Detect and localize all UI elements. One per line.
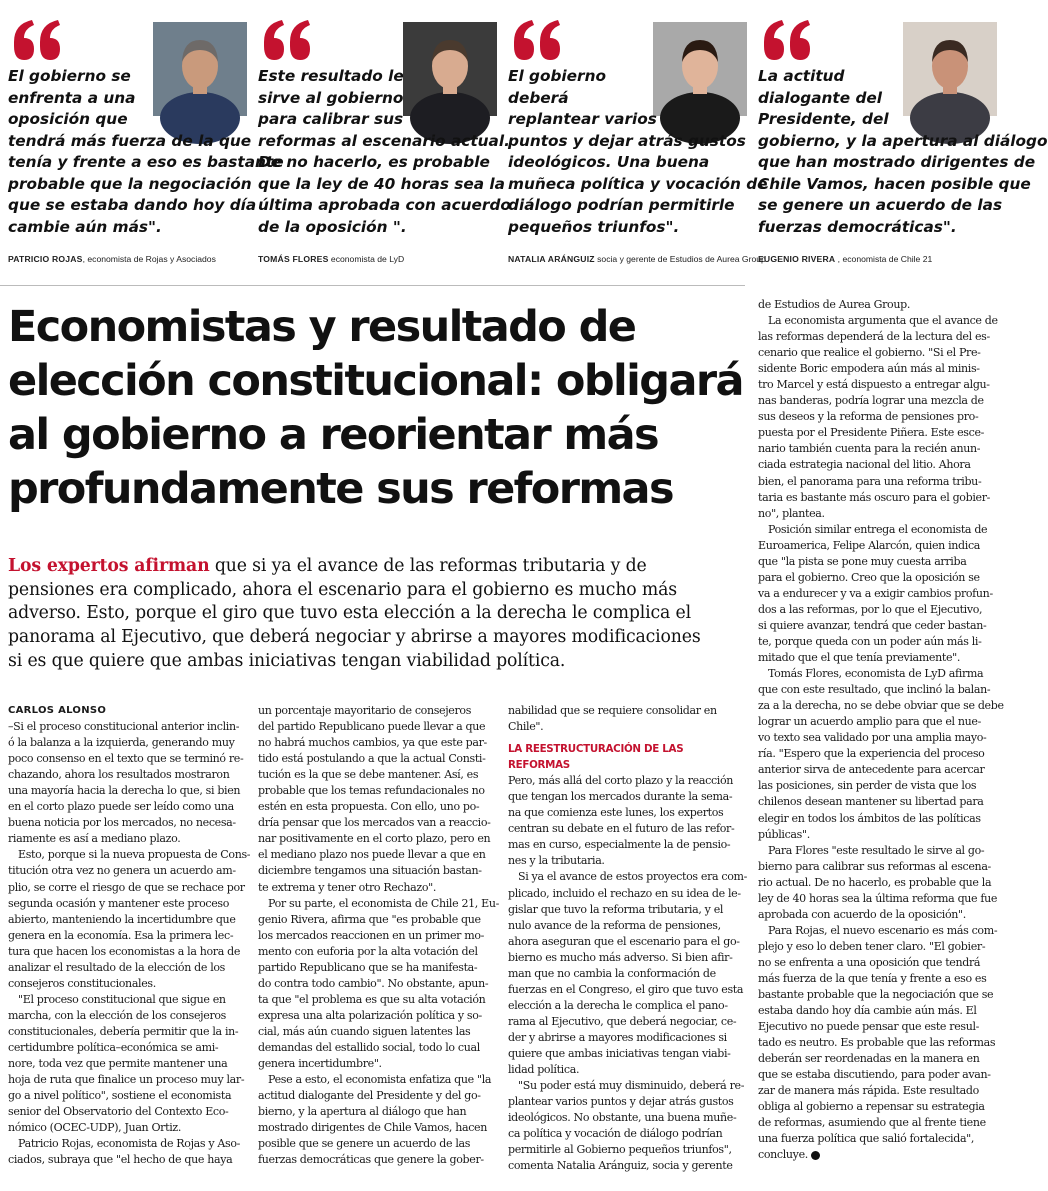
text-line: ciada estrategia nacional del litio. Ahora (758, 458, 971, 472)
text-line: go a nivel político", sostiene el economista (8, 1089, 232, 1103)
text-line: demandas del estallido social, todo lo cual (258, 1040, 480, 1054)
text-line: cenario que realice el gobierno. "Si el Pre- (758, 346, 981, 360)
text-line: Por su parte, el economista de Chile 21, Eu- (268, 896, 499, 910)
text-line: no habrá muchos cambios, ya que este par- (258, 736, 487, 750)
text-line: ciados, subraya que "el hecho de que haya (8, 1153, 233, 1167)
author-name: TOMÁS FLORES (258, 254, 329, 264)
article-column-4 (758, 297, 1004, 1164)
text-line: tura que hacen los economistas a la hora de (8, 944, 241, 958)
quote-author (758, 254, 1003, 264)
text-line: mostrado dirigentes de Chile Vamos, hacen (258, 1121, 487, 1135)
quote-mark-icon (260, 16, 316, 64)
lead-line: pensiones era complicado, ahora el escenario para el gobierno es mucho más (8, 579, 678, 600)
text-line: ría. "Espero que la experiencia del proceso (758, 747, 985, 761)
text-line: Pero, más allá del corto plazo y la reacción (508, 774, 734, 788)
text-line: que "la pista se pone muy cuesta arriba (758, 554, 967, 568)
author-role: socia y gerente de Estudios de Aurea Group (594, 254, 766, 264)
text-line: Pese a esto, el economista enfatiza que "la (268, 1073, 492, 1087)
text-line: chilenos desean mantener su libertad para (758, 795, 984, 809)
headline-line: profundamente sus reformas (8, 464, 673, 514)
quote-line: que han mostrado dirigentes de (758, 153, 1036, 171)
text-line: cial, más aún cuando siguen latentes las (258, 1024, 471, 1038)
headline-line: Economistas y resultado de (8, 302, 636, 352)
author-name: PATRICIO ROJAS (8, 254, 83, 264)
text-line: lidad política. (508, 1063, 580, 1077)
text-line: expresa una alta polarización política y so- (258, 1008, 482, 1022)
text-line: comenta Natalia Aránguiz, socia y gerente (508, 1159, 733, 1173)
text-line: na que comienza este lunes, los expertos (508, 806, 724, 820)
quote-line: deberá (508, 88, 569, 107)
text-line: probable que los temas refundacionales no (258, 784, 485, 798)
text-line: bierno es mucho más adverso. Si bien afir- (508, 950, 733, 964)
text-line: plantear varios puntos y dejar atrás gustos (508, 1095, 734, 1109)
text-line: zar de manera más rápida. Este resultado (758, 1084, 979, 1098)
lead-paragraph (8, 555, 748, 674)
text-line: constitucionales, debería permitir que la in- (8, 1024, 239, 1038)
text-line: Posición similar entrega el economista de (768, 522, 988, 536)
text-line: bastante probable que la negociación que se (758, 988, 994, 1002)
text-line: fuerzas en el Congreso, el giro que tuvo esta (508, 982, 744, 996)
lead-line: panorama al Ejecutivo, que deberá negociar y abrirse a mayores modificaciones (8, 627, 701, 648)
text-line: va a endurecer y va a exigir cambios profun- (758, 586, 993, 600)
text-line: bien, el panorama para una reforma tribu- (758, 474, 982, 488)
text-line: que se estaba discutiendo, para poder avan- (758, 1068, 991, 1082)
text-line: las reformas dependerá de la lectura del es- (758, 330, 990, 344)
text-line: nore, toda vez que permite mantener una (8, 1057, 228, 1071)
text-line: ó la balanza a la izquierda, generando muy (8, 736, 235, 750)
text-line: Euroamerica, Felipe Alarcón, quien indica (758, 538, 981, 552)
quote-line: puntos y dejar atrás gustos (508, 131, 746, 150)
text-line: actitud dialogante del Presidente y del go- (258, 1089, 481, 1103)
text-line: te, porque queda con un poder aún más li- (758, 634, 982, 648)
text-line: chazando, ahora los resultados mostraron (8, 768, 230, 782)
text-line: más fuerza de la que tenía y frente a eso es (758, 971, 987, 985)
text-line: que tengan los mercados durante la sema- (508, 790, 733, 804)
quote-block (758, 0, 1048, 280)
quote-line: reformas al escenario actual. (258, 131, 510, 150)
text-line: analizar el resultado de la elección de los (8, 960, 225, 974)
author-name: NATALIA ARÁNGUIZ (508, 254, 595, 264)
text-line: en el corto plazo puede ser leído como una (8, 800, 234, 814)
text-line: obliga al gobierno a repensar su estrategia (758, 1100, 985, 1114)
text-line: abierto, manteniendo la incertidumbre que (8, 912, 236, 926)
text-line: nabilidad que se requiere consolidar en (508, 704, 717, 717)
quote-line: dialogante del (758, 88, 883, 107)
text-line: nas banderas, podría lograr una mezcla de (758, 394, 984, 408)
text-line: plicado, incluido el rechazo en su idea de le- (508, 886, 741, 900)
lead-kicker: Los expertos afirman (8, 556, 210, 576)
text-line: tución es la que se debe mantener. Así, es (258, 768, 479, 782)
text-line: no se enfrenta a una oposición que tendrá (758, 955, 981, 969)
text-line: sidente Boric empodera aún más al minis- (758, 362, 980, 376)
text-line: rama al Ejecutivo, que deberá negociar, ce- (508, 1014, 737, 1028)
quote-line: replantear varios (508, 110, 657, 128)
text-line: concluye. (758, 1147, 996, 1163)
text-line: si quiere avanzar, tendrá que ceder bastan- (758, 618, 987, 632)
text-line: anterior sirva de antecedente para acercar (758, 763, 985, 777)
text-line: dría pensar que los mercados van a reaccio- (258, 816, 491, 830)
text-line: mas en curso, especialmente la de pensio- (508, 838, 731, 852)
text-line: estaba dando hoy día cambie aún más. El (758, 1004, 977, 1018)
text-line: quiere que ambas iniciativas tengan viabi- (508, 1046, 731, 1060)
text-line: te extrema y tener otro Rechazo". (258, 880, 437, 894)
quote-author (508, 254, 766, 264)
text-line: lograr un acuerdo amplio para que el nue- (758, 715, 981, 729)
article-column-2 (258, 703, 499, 1168)
text-line: Para Flores "este resultado le sirve al go- (768, 843, 985, 857)
byline: CARLOS ALONSO (8, 705, 107, 716)
author-role: economista de LyD (328, 254, 405, 264)
quote-line: probable que la negociación (8, 174, 252, 193)
article-column-3 (508, 703, 746, 1174)
text-line: segunda ocasión y mantener este proceso (8, 896, 230, 910)
text-line: Ejecutivo no puede pensar que este resul- (758, 1020, 980, 1034)
text-line: La economista argumenta que el avance de (768, 314, 998, 328)
quote-line: oposición que (8, 110, 128, 128)
quote-line: se genere un acuerdo de las (758, 196, 1003, 214)
quote-author (8, 254, 253, 264)
end-mark-icon (811, 1151, 820, 1160)
text-line: buena noticia por los mercados, no necesa- (8, 816, 236, 830)
quote-line: fuerzas democráticas". (758, 217, 957, 236)
text-line: del partido Republicano puede llevar a que (258, 720, 486, 734)
text-line: der y abrirse a mayores modificaciones si (508, 1030, 727, 1044)
text-line: diciembre tengamos una situación bastan- (258, 864, 482, 878)
quote-line: Este resultado le (258, 67, 404, 85)
lead-text: que si ya el avance de las reformas tributaria y de (209, 556, 647, 576)
author-role: , economista de Chile 21 (835, 254, 933, 264)
lead-line: si es que quiere que ambas iniciativas tengan viabilidad política. (8, 650, 566, 671)
quote-line: que se estaba dando hoy día (8, 196, 257, 214)
text-line: bierno, y la apertura al diálogo que han (258, 1105, 467, 1119)
text-line: para el gobierno. Creo que la oposición se (758, 570, 980, 584)
text-line: gislar que tuvo la reforma tributaria, y el (508, 902, 724, 916)
text-line: Chile". (508, 720, 544, 734)
text-line: "El proceso constitucional que sigue en (18, 992, 226, 1006)
quote-block (508, 0, 768, 280)
text-line: genera en la economía. Esa la primera lec- (8, 928, 234, 942)
quote-text (8, 66, 284, 238)
quote-text (258, 66, 511, 238)
quote-line: Presidente, del (758, 110, 889, 128)
quote-text (508, 66, 768, 238)
text-line: que con este resultado, que inclinó la balan- (758, 683, 991, 697)
quote-line: El gobierno (508, 67, 606, 85)
text-line: el mediano plazo nos puede llevar a que en (258, 848, 486, 862)
quote-line: La actitud (758, 67, 845, 85)
text-line: genio Rivera, afirma que "es probable que (258, 912, 481, 926)
text-line: plejo y eso lo deben tener claro. "El gobier- (758, 939, 986, 953)
text-line: de Estudios de Aurea Group. (758, 298, 910, 311)
text-line: genera incertidumbre". (258, 1057, 382, 1071)
text-line: za a la derecha, no se debe obviar que se debe (758, 699, 1004, 713)
quote-line: Chile Vamos, hacen posible que (758, 174, 1031, 193)
text-line: dos a las reformas, por lo que el Ejecutivo, (758, 602, 983, 616)
text-line: "Su poder está muy disminuido, deberá re- (518, 1079, 745, 1093)
quote-line: El gobierno se (8, 67, 131, 85)
section-subhead: LA REESTRUCTURACIÓN DE LAS REFORMAS (508, 743, 684, 772)
text-line: una mayoría hacia la derecha lo que, si bien (8, 784, 241, 798)
quote-line: ideológicos. Una buena (508, 153, 710, 171)
quote-line: tenía y frente a eso es bastante (8, 153, 284, 171)
quote-line: gobierno, y la apertura al diálogo (758, 131, 1048, 150)
text-line: hoja de ruta que finalice un proceso muy lar- (8, 1073, 245, 1087)
text-line: mitado que el que tenía previamente". (758, 651, 961, 665)
text-line: elegir en todos los ámbitos de las políticas (758, 811, 981, 825)
quote-mark-icon (510, 16, 566, 64)
text-line: tado es neutro. Es probable que las reformas (758, 1036, 996, 1050)
text-line: tro Marcel y está dispuesto a entregar algu- (758, 378, 990, 392)
quote-line: de la oposición ". (258, 217, 407, 236)
text-line: ta que "el problema es que su alta votación (258, 992, 486, 1006)
headline-line: al gobierno a reorientar más (8, 410, 659, 460)
quote-line: pequeños triunfos". (508, 217, 680, 236)
text-line: consejeros constitucionales. (8, 976, 156, 990)
quote-mark-icon (760, 16, 816, 64)
text-line: Patricio Rojas, economista de Rojas y Aso- (18, 1137, 241, 1151)
quote-line: enfrenta a una (8, 88, 136, 107)
text-line: partido Republicano que se ha manifesta- (258, 960, 478, 974)
text-line: posible que se genere un acuerdo de las (258, 1137, 471, 1151)
author-name: EUGENIO RIVERA (758, 254, 836, 264)
text-line: rio actual. De no hacerlo, es probable que la (758, 875, 992, 889)
quotes-strip (0, 0, 1048, 280)
text-line: senior del Observatorio del Contexto Eco- (8, 1105, 229, 1119)
text-line: nar positivamente en el corto plazo, pero en (258, 832, 491, 846)
quote-line: sirve al gobierno (258, 88, 404, 107)
text-line: un porcentaje mayoritario de consejeros (258, 704, 472, 717)
divider (0, 285, 745, 286)
text-line: fuerzas democráticas que genere la gober- (258, 1153, 484, 1167)
text-line: públicas". (758, 827, 810, 841)
text-line: nulo avance de la reforma de pensiones, (508, 918, 721, 932)
quote-text (758, 66, 1048, 238)
text-line: estén en esta propuesta. Con ello, uno po- (258, 800, 480, 814)
quote-line: diálogo podrían permitirle (508, 196, 735, 214)
quote-line: cambie aún más". (8, 217, 162, 236)
quote-mark-icon (10, 16, 66, 64)
text-line: aprobada con acuerdo de la oposición". (758, 907, 966, 921)
text-line: titución otra vez no genera un acuerdo am- (8, 864, 236, 878)
text-line: man que no cambia la conformación de (508, 966, 716, 980)
text-line: bierno para calibrar sus reformas al escena- (758, 859, 991, 873)
text-line: los mercados reaccionen en un primer mo- (258, 928, 485, 942)
text-line: marcha, con la elección de los consejeros (8, 1008, 226, 1022)
text-line: ahora aseguran que el escenario para el go- (508, 934, 740, 948)
text-line: nómico (OCEC-UDP), Juan Ortiz. (8, 1121, 182, 1135)
text-line: tido está postulando a que la actual Consti- (258, 752, 486, 766)
text-line: centran su debate en el futuro de las refor- (508, 822, 735, 836)
text-line: una fuerza política que salió fortalecida", (758, 1132, 975, 1146)
quote-line: De no hacerlo, es probable (258, 153, 490, 171)
text-line: do contra todo cambio". No obstante, apun- (258, 976, 489, 990)
quote-line: tendrá más fuerza de la que (8, 131, 252, 150)
text-line: Para Rojas, el nuevo escenario es más com- (768, 923, 998, 937)
text-line: nes y la tributaria. (508, 854, 605, 868)
quote-line: muñeca política y vocación de (508, 174, 768, 193)
quote-author (258, 254, 503, 264)
author-role: , economista de Rojas y Asociados (82, 254, 216, 264)
text-line: ca política y vocación de diálogo podrían (508, 1127, 723, 1141)
text-line: deberán ser reordenadas en la manera en (758, 1052, 980, 1066)
text-line: puesta por el Presidente Piñera. Este esce- (758, 426, 985, 440)
lead-line: adverso. Esto, porque el giro que tuvo esta elección a la derecha le complica el (8, 603, 691, 624)
text-line: las posiciones, sin perder de vista que los (758, 779, 977, 793)
text-line: ley de 40 horas sea la última reforma que fue (758, 891, 998, 905)
text-line: vo texto sea validado por una amplia mayo- (758, 731, 987, 745)
text-line: permitirle al Gobierno pequeños triunfos", (508, 1143, 732, 1157)
text-line: poco consenso en el texto que se terminó re- (8, 752, 244, 766)
quote-block (8, 0, 284, 280)
text-line: sus deseos y la reforma de pensiones pro- (758, 410, 979, 424)
text-line: ideológicos. No obstante, una buena muñe- (508, 1111, 737, 1125)
text-line: Tomás Flores, economista de LyD afirma (768, 667, 984, 681)
headline (8, 300, 748, 516)
text-line: taria es bastante más oscuro para el gobier- (758, 490, 991, 504)
text-line: Esto, porque si la nueva propuesta de Cons- (18, 848, 251, 862)
text-line: certidumbre política–económica se ami- (8, 1040, 219, 1054)
text-line: de reformas, asumiendo que al frente tiene (758, 1116, 986, 1130)
text-line: mento con euforia por la alta votación del (258, 944, 478, 958)
text-line: Si ya el avance de estos proyectos era com- (518, 870, 748, 884)
quote-line: para calibrar sus (258, 110, 404, 128)
headline-line: elección constitucional: obligará (8, 356, 743, 406)
quote-line: última aprobada con acuerdo (258, 196, 511, 214)
text-line: no", plantea. (758, 506, 825, 520)
quote-block (258, 0, 511, 280)
text-line: nario también cuenta para la recién anun- (758, 442, 981, 456)
text-line: elección a la derecha le complica el pano- (508, 998, 728, 1012)
text-line: riamente es así a mediano plazo. (8, 832, 181, 846)
text-line: plio, se corre el riesgo de que se rechace por (8, 880, 245, 894)
article-column-1 (8, 703, 251, 1168)
text-line: –Si el proceso constitucional anterior inclin- (8, 720, 240, 734)
quote-line: que la ley de 40 horas sea la (258, 174, 505, 193)
